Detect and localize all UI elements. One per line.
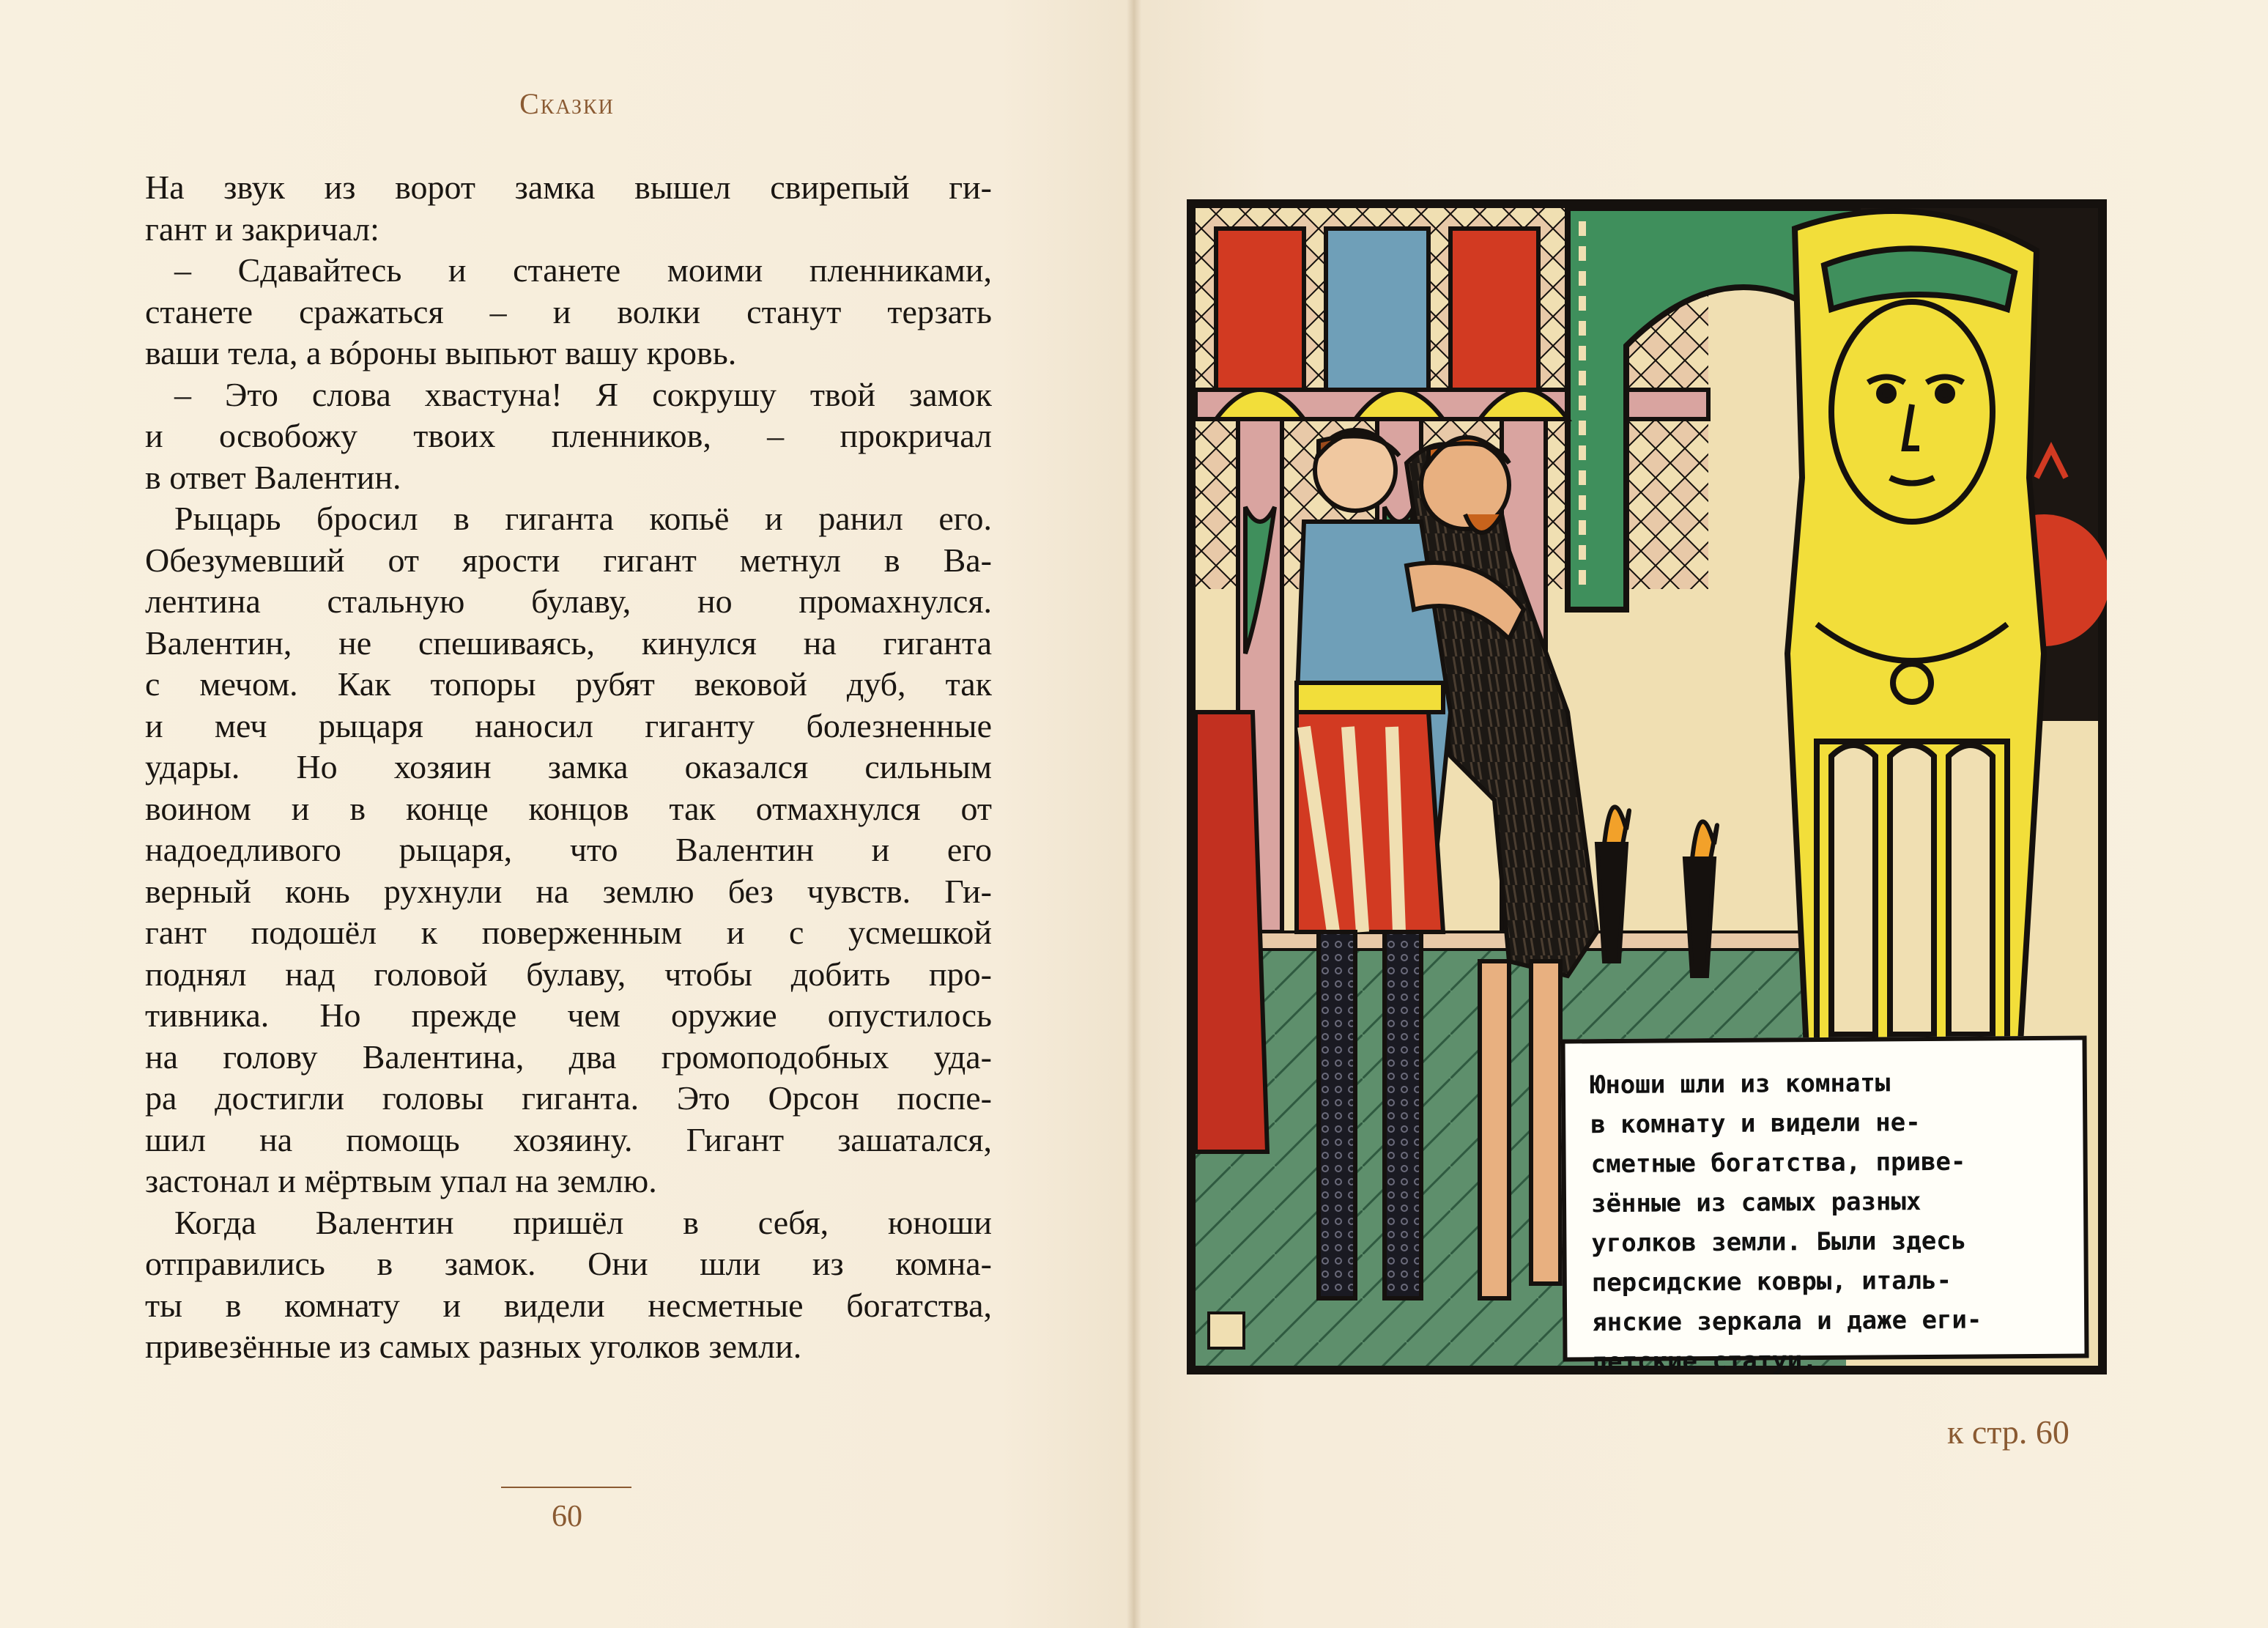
body-text-line: застонал и мёртвым упал на землю. xyxy=(145,1162,657,1199)
body-text-line: ваши тела, а вóроны выпьют вашу кровь. xyxy=(145,334,737,371)
body-text-line: поднял над головой булаву, чтобы добить про- xyxy=(145,955,992,993)
body-text-line: тивника. Но прежде чем оружие опустилось xyxy=(145,996,992,1034)
body-text-line: удары. Но хозяин замка оказался сильным xyxy=(145,748,992,785)
body-text-line: ты в комнату и видели несметные богатства, xyxy=(145,1286,992,1324)
body-text-line: шил на помощь хозяину. Гигант зашатался, xyxy=(145,1120,992,1158)
body-text-line: Валентин, не спешиваясь, кинулся на гиганта xyxy=(145,624,992,662)
caption-line: уголков земли. Были здесь xyxy=(1591,1226,1967,1259)
caption-line: петские статуи. xyxy=(1592,1346,1817,1377)
body-text xyxy=(145,167,992,1368)
body-text-line: Когда Валентин пришёл в себя, юноши xyxy=(174,1203,992,1241)
body-text-line: на голову Валентина, два громоподобных уда- xyxy=(145,1037,992,1076)
book-gutter xyxy=(1127,0,1141,1628)
body-text-line: Обезумевший от ярости гигант метнул в Ва- xyxy=(145,541,992,579)
body-text-line: с мечом. Как топоры рубят вековой дуб, так xyxy=(145,665,992,703)
body-text-line: надоедливого рыцаря, что Валентин и его xyxy=(145,831,992,868)
illustration-caption xyxy=(1560,1035,2089,1377)
body-text-line: верный конь рухнули на землю без чувств. Ги- xyxy=(145,872,992,910)
body-text-line: ра достигли головы гиганта. Это Орсон поспе- xyxy=(145,1079,992,1117)
body-text-line: станете сражаться – и волки станут терзать xyxy=(145,292,992,330)
body-text-line: На звук из ворот замка вышел свирепый ги- xyxy=(145,169,992,206)
caption-line: персидские ковры, италь- xyxy=(1591,1265,1952,1298)
page-number: 60 xyxy=(552,1500,582,1533)
body-text-line: воином и в конце концов так отмахнулся от xyxy=(145,789,992,827)
body-text-line: – Это слова хвастуна! Я сокрушу твой замок xyxy=(174,375,992,413)
caption-line: в комнату и видели не- xyxy=(1590,1108,1921,1140)
caption-line: зённые из самых разных xyxy=(1590,1187,1922,1219)
caption-line: янские зеркала и даже еги- xyxy=(1592,1305,1982,1338)
caption-line: Юноши шли из комнаты xyxy=(1590,1068,1891,1100)
body-text-line: – Сдавайтесь и станете моими пленниками, xyxy=(174,251,992,289)
plate-reference: к стр. 60 xyxy=(1947,1413,2069,1451)
body-text-line: гант и закричал: xyxy=(145,210,379,248)
body-text-line: в ответ Валентин. xyxy=(145,458,401,496)
folio-rule xyxy=(501,1487,631,1488)
body-text-line: Рыцарь бросил в гиганта копьё и ранил его. xyxy=(174,500,992,537)
body-text-line: гант подошёл к поверженным и с усмешкой xyxy=(145,914,992,951)
body-text-line: привезённые из самых разных уголков земли. xyxy=(145,1328,802,1365)
body-text-line: и меч рыцаря наносил гиганту болезненные xyxy=(145,706,992,744)
running-head: Сказки xyxy=(519,87,615,120)
caption-line: сметные богатства, приве- xyxy=(1590,1147,1966,1180)
artist-monogram xyxy=(1209,1313,1244,1348)
body-text-line: лентина стальную булаву, но промахнулся. xyxy=(145,582,992,620)
body-text-line: отправились в замок. Они шли из комна- xyxy=(145,1245,992,1282)
body-text-line: и освобожу твоих пленников, – прокричал xyxy=(145,417,992,454)
